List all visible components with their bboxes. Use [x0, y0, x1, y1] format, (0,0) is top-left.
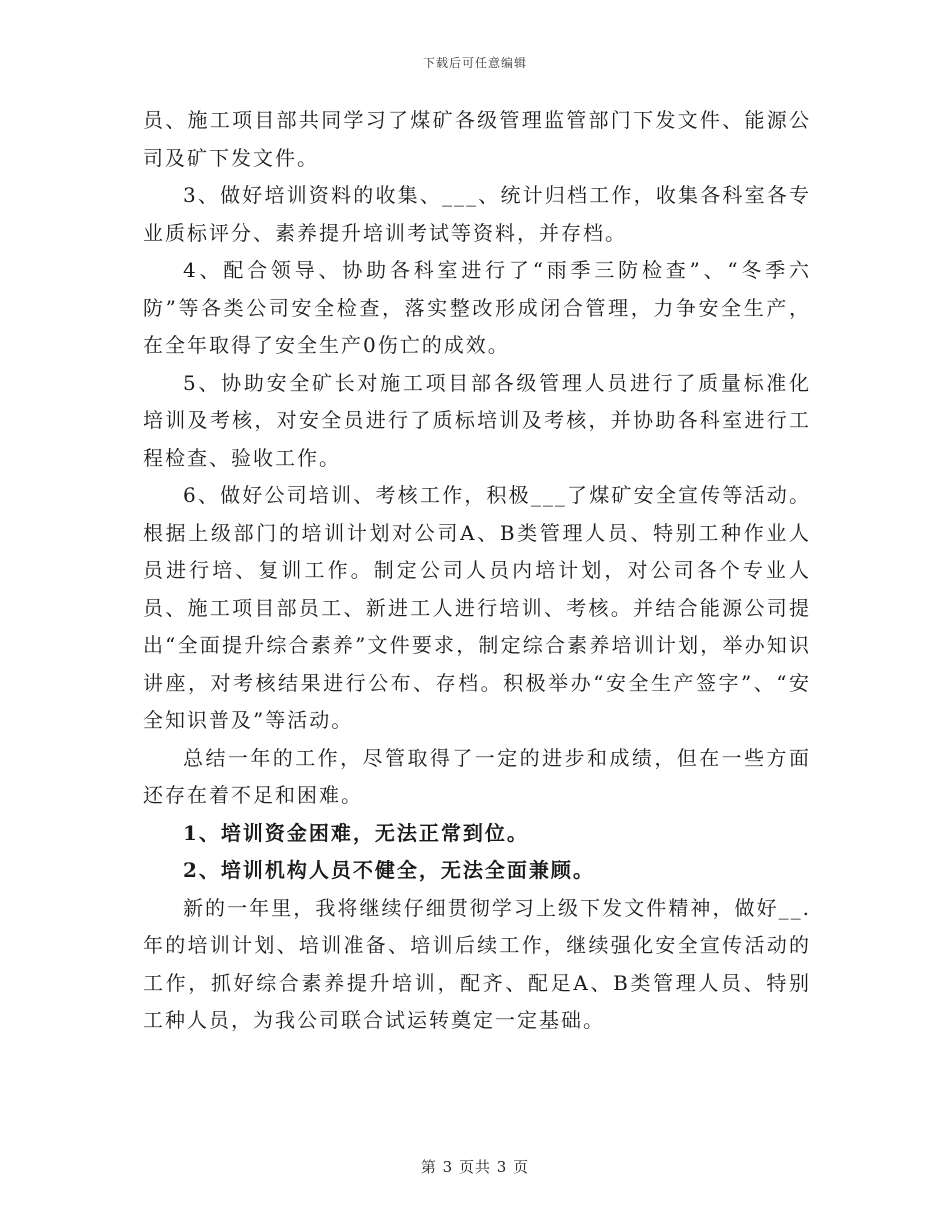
page-header-note: 下载后可任意编辑 [422, 56, 527, 70]
paragraph-item-5: 5、协助安全矿长对施工项目部各级管理人员进行了质量标准化培训及考核，对安全员进行了质标培训及考核，并协助各科室进行工程检查、验收工作。 [143, 370, 811, 470]
paragraph-item-4: 4、配合领导、协助各科室进行了“雨季三防检查”、“冬季六防”等各类公司安全检查，落实整改形成闭合管理，力争安全生产，在全年取得了安全生产0伤亡的成效。 [143, 258, 811, 357]
paragraph-item-6: 6、做好公司培训、考核工作，积极___了煤矿安全宣传等活动。根据上级部门的培训计划对公司A、B类管理人员、特别工种作业人员进行培、复训工作。制定公司人员内培计划，对公司各个专业人员、施工项目部员工、新进工人进行培训、考核。并结合能源公司提出“全面提升综合素养”文件要求，制定综合素养培训计划，举办知识讲座，对考核结果进行公布、存档。积极举办“安全生产签字”、“安全知识普及”等活动。 [143, 483, 811, 732]
problem-item-1: 1、培训资金困难，无法正常到位。 [183, 820, 529, 845]
paragraph-continuation: 员、施工项目部共同学习了煤矿各级管理监管部门下发文件、能源公司及矿下发文件。 [143, 108, 811, 170]
paragraph-item-3: 3、做好培训资料的收集、___、统计归档工作，收集各科室各专业质标评分、素养提升培训考试等资料，并存档。 [143, 183, 811, 245]
document-body [143, 102, 811, 1040]
page-number: 第 3 页共 3 页 [420, 1158, 530, 1176]
paragraph-plan: 新的一年里，我将继续仔细贯彻学习上级下发文件精神，做好__.年的培训计划、培训准备、培训后续工作，继续强化安全宣传活动的工作，抓好综合素养提升培训，配齐、配足A、B类管理人员、特别工种人员，为我公司联合试运转奠定一定基础。 [143, 895, 811, 1032]
paragraph-summary: 总结一年的工作，尽管取得了一定的进步和成绩，但在一些方面还存在着不足和困难。 [143, 745, 811, 807]
problem-item-2: 2、培训机构人员不健全，无法全面兼顾。 [183, 858, 595, 882]
